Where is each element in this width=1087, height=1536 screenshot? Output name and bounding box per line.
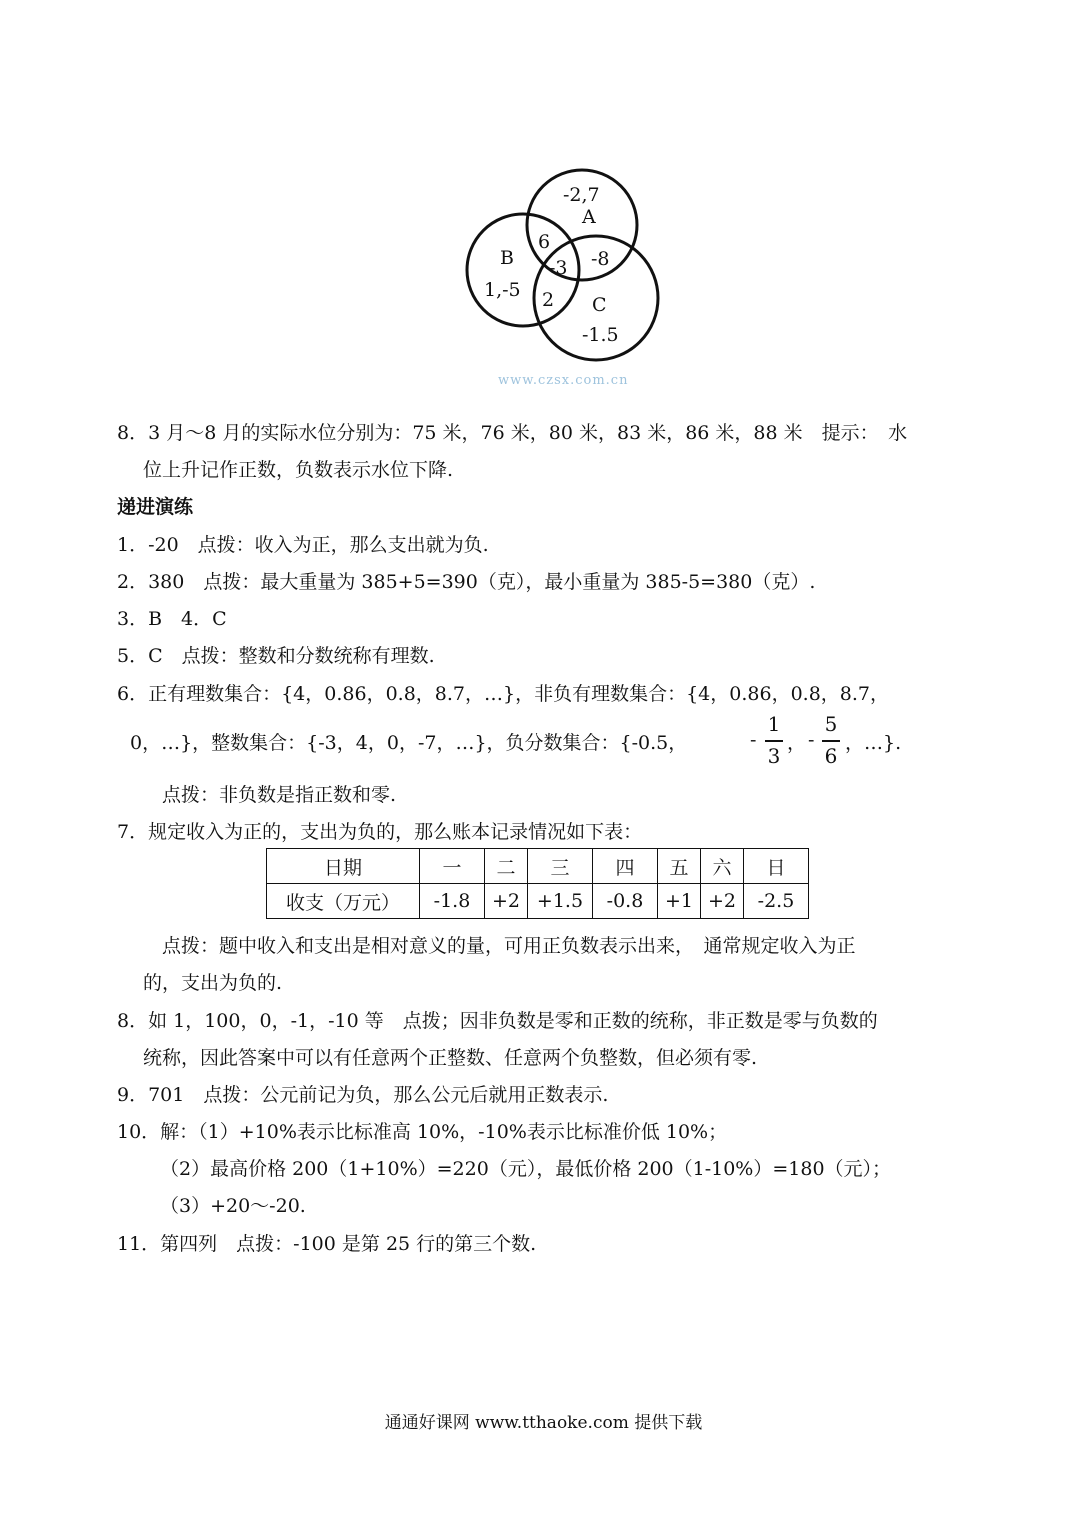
watermark: www.czsx.com.cn — [498, 373, 629, 388]
answer-9: 9．701 点拨：公元前记为负，那么公元后就用正数表示. — [117, 1084, 609, 1106]
venn-c-label: C — [592, 294, 607, 316]
answer-10-line2: （2）最高价格 200（1+10%）=220（元），最低价格 200（1-10%）=180（元）； — [160, 1158, 892, 1180]
answer-5: 5．C 点拨：整数和分数统称有理数. — [117, 645, 435, 667]
fraction-1-bar — [765, 740, 783, 742]
table-header-cell: 一 — [420, 849, 485, 884]
table-cell: -0.8 — [593, 884, 658, 919]
answer-11: 11．第四列 点拨：-100 是第 25 行的第三个数. — [117, 1233, 537, 1255]
answer-6-tail: ，…}. — [845, 732, 902, 754]
fraction-1-denominator: 3 — [767, 744, 781, 768]
table-header-cell: 六 — [701, 849, 744, 884]
table-cell: -1.8 — [420, 884, 485, 919]
table-header-cell: 四 — [593, 849, 658, 884]
table-cell: +2 — [701, 884, 744, 919]
q8-line1: 8．3 月～8 月的实际水位分别为：75 米，76 米，80 米，83 米，86 米，88 米 提示： 水 — [117, 422, 908, 444]
table-header-cell: 二 — [485, 849, 528, 884]
answer-6-tip: 点拨：非负数是指正数和零. — [162, 784, 397, 806]
answer-2: 2．380 点拨：最大重量为 385+5=390（克），最小重量为 385-5=380（克）. — [117, 571, 816, 593]
answer-10-line1: 10．解：（1）+10%表示比标准高 10%，-10%表示比标准价低 10%； — [117, 1121, 728, 1143]
venn-bc-value: 2 — [542, 289, 555, 311]
answer-1: 1．-20 点拨：收入为正，那么支出就为负. — [117, 534, 489, 556]
answer-8-line1: 8．如 1，100，0，-1，-10 等 点拨；因非负数是零和正数的统称，非正数是零与负数的 — [117, 1010, 878, 1032]
venn-ab-value: 6 — [538, 231, 551, 253]
answer-7-tip-line1: 点拨：题中收入和支出是相对意义的量，可用正负数表示出来， 通常规定收入为正 — [162, 935, 856, 957]
fraction-2-numerator: 5 — [824, 712, 838, 736]
answer-10-line3: （3）+20～-20. — [160, 1195, 306, 1217]
venn-b-values: 1,-5 — [484, 279, 521, 301]
minus-sign-2: - — [808, 729, 815, 751]
answer-6-sets: 0，…}，整数集合：{-3，4，0，-7，…}，负分数集合：{-0.5， — [130, 732, 688, 754]
venn-ac-value: -8 — [591, 248, 610, 270]
q8-line2: 位上升记作正数，负数表示水位下降. — [143, 459, 454, 481]
venn-a-label: A — [582, 206, 596, 228]
table-row — [267, 884, 809, 919]
section-title: 递进演练 — [117, 496, 194, 518]
answer-6-line2 — [130, 730, 687, 756]
table-header-cell: 日期 — [267, 849, 420, 884]
venn-b-label: B — [500, 247, 514, 269]
ledger-table — [266, 848, 809, 919]
fraction-2-denominator: 6 — [824, 744, 838, 768]
table-cell: -2.5 — [744, 884, 809, 919]
table-header-cell: 日 — [744, 849, 809, 884]
venn-diagram — [460, 168, 670, 390]
fraction-1-numerator: 1 — [767, 712, 781, 736]
table-cell: +1 — [658, 884, 701, 919]
table-cell: +2 — [485, 884, 528, 919]
answer-8-line2: 统称，因此答案中可以有任意两个正整数、任意两个负整数，但必须有零. — [143, 1047, 758, 1069]
venn-a-values: -2,7 — [563, 184, 600, 206]
page-footer: 通通好课网 www.tthaoke.com 提供下载 — [384, 1413, 703, 1433]
minus-sign-1: - — [750, 729, 757, 751]
fraction-2-bar — [822, 740, 840, 742]
table-header-cell: 三 — [528, 849, 593, 884]
venn-abc-value: -3 — [549, 257, 568, 279]
fraction-separator: ， — [787, 732, 807, 754]
answer-7-tip-line2: 的，支出为负的. — [143, 972, 283, 994]
answer-7-intro: 7．规定收入为正的，支出为负的，那么账本记录情况如下表： — [117, 821, 643, 843]
table-cell: 收支（万元） — [267, 884, 420, 919]
answer-6-line1: 6．正有理数集合：{4，0.86，0.8，8.7，…}，非负有理数集合：{4，0.86，0.8，8.7， — [117, 683, 890, 705]
venn-c-values: -1.5 — [582, 324, 619, 346]
table-header-cell: 五 — [658, 849, 701, 884]
answer-3-4: 3．B 4．C — [117, 608, 227, 630]
table-cell: +1.5 — [528, 884, 593, 919]
table-row — [267, 849, 809, 884]
